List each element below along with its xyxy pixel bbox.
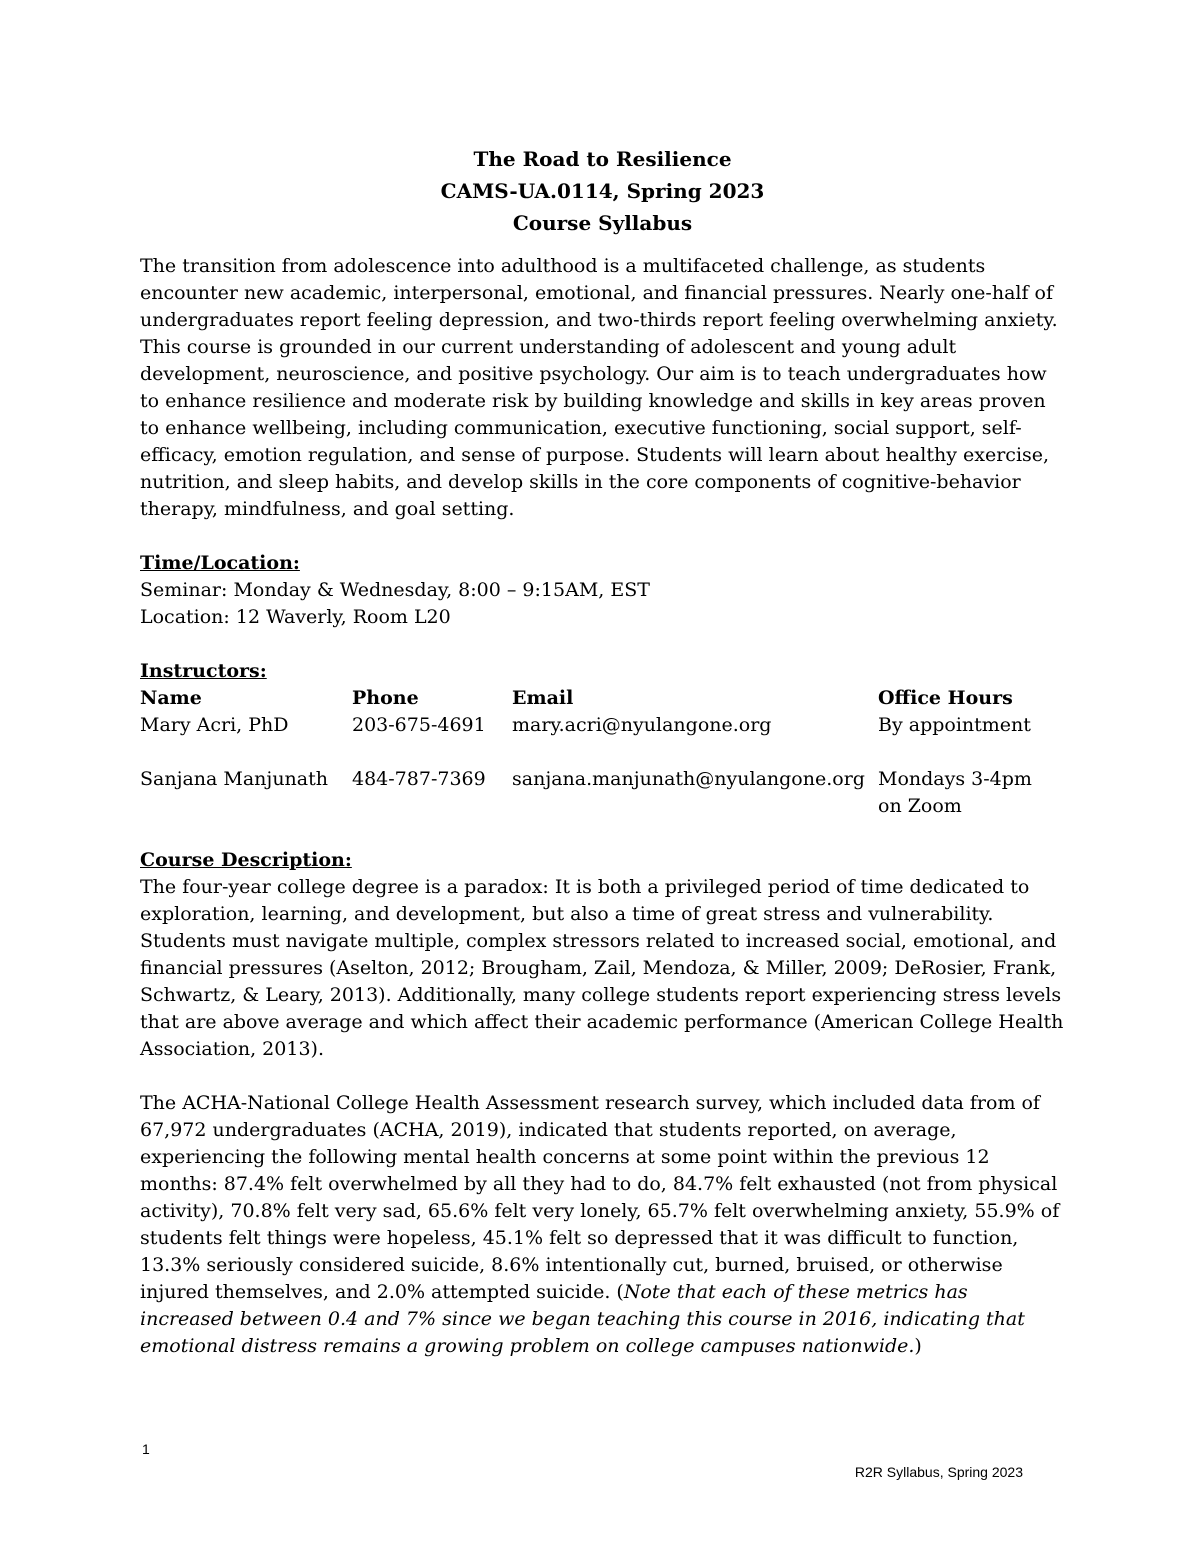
seminar-location: Location: 12 Waverly, Room L20 (140, 606, 451, 628)
instructor-office-hours (878, 712, 1065, 766)
acha-paragraph-text: The ACHA-National College Health Assessment research survey, which included data from of 67,972 undergraduates (ACHA, 2019), indicated that students reported, on average, experiencing the following mental health concerns at some point within the previous 12 months: 87.4% felt overwhelmed by all they had to do, 84.7% felt exhausted (not from physical activity), 70.8% felt very sad, 65.6% felt very lonely, 65.7% felt overwhelming anxiety, 55.9% of students felt things were hopeless, 45.1% felt so depressed that it was difficult to function, 13.3% seriously considered suicide, 8.6% intentionally cut, burned, bruised, or otherwise injured themselves, and 2.0% attempted suicide. ( (140, 1092, 1060, 1303)
instructor-phone: 484-787-7369 (352, 768, 486, 790)
column-header-email: Email (512, 687, 574, 709)
document-subtitle: Course Syllabus (512, 211, 693, 235)
office-hours-line: on Zoom (878, 795, 962, 817)
seminar-time: Seminar: Monday & Wednesday, 8:00 – 9:15AM, EST (140, 579, 650, 601)
office-hours-line: By appointment (878, 714, 1031, 736)
instructor-email[interactable]: sanjana.manjunath@nyulangone.org (512, 768, 865, 790)
course-code: CAMS-UA.0114, Spring 2023 (440, 179, 765, 203)
instructor-office-hours (878, 766, 1065, 820)
document-title: The Road to Resilience (473, 147, 732, 171)
column-header-office-hours: Office Hours (878, 687, 1013, 709)
acha-note-italic: Note that each of these metrics has increased between 0.4 and 7% since we began teaching this course in 2016, indicating that emotional distress remains a growing problem on college campuses nationwide. (140, 1281, 1025, 1357)
footer-label: R2R Syllabus, Spring 2023 (854, 1464, 1023, 1480)
instructors-section (140, 658, 1065, 820)
instructor-name: Sanjana Manjunath (140, 768, 328, 790)
column-header-phone: Phone (352, 687, 419, 709)
instructor-name: Mary Acri, PhD (140, 714, 289, 736)
course-description-section (140, 847, 1065, 1360)
instructors-heading: Instructors: (140, 660, 267, 682)
column-header-name: Name (140, 687, 202, 709)
office-hours-line: Mondays 3-4pm (878, 768, 1032, 790)
document-body (140, 143, 1065, 1360)
intro-paragraph: The transition from adolescence into adulthood is a multifaceted challenge, as students encounter new academic, interpersonal, emotional, and financial pressures. Nearly one-half of undergraduates report feeling depression, and two-thirds report feeling overwhelming anxiety. This course is grounded in our current understanding of adolescent and young adult development, neuroscience, and positive psychology. Our aim is to teach undergraduates how to enhance resilience and moderate risk by building knowledge and skills in key areas proven to enhance wellbeing, including communication, executive functioning, social support, self-efficacy, emotion regulation, and sense of purpose. Students will learn about healthy exercise, nutrition, and sleep habits, and develop skills in the core components of cognitive-behavior therapy, mindfulness, and goal setting. (140, 255, 1058, 520)
instructors-header-row (140, 685, 1065, 712)
instructor-email[interactable]: mary.acri@nyulangone.org (512, 714, 772, 736)
instructors-table (140, 685, 1065, 820)
instructor-phone: 203-675-4691 (352, 714, 486, 736)
course-description-heading: Course Description: (140, 849, 352, 871)
table-row (140, 712, 1065, 766)
acha-paragraph-end: ) (914, 1335, 922, 1357)
title-block (140, 143, 1065, 239)
table-row (140, 766, 1065, 820)
acha-paragraph (140, 1090, 1065, 1360)
time-location-heading: Time/Location: (140, 552, 300, 574)
course-description-paragraph: The four-year college degree is a paradox: It is both a privileged period of time dedicated to exploration, learning, and development, but also a time of great stress and vulnerability. Students must navigate multiple, complex stressors related to increased social, emotional, and financial pressures (Aselton, 2012; Brougham, Zail, Mendoza, & Miller, 2009; DeRosier, Frank, Schwartz, & Leary, 2013). Additionally, many college students report experiencing stress levels that are above average and which affect their academic performance (American College Health Association, 2013). (140, 876, 1064, 1060)
page-number: 1 (142, 1441, 150, 1457)
time-location-section (140, 550, 1065, 631)
